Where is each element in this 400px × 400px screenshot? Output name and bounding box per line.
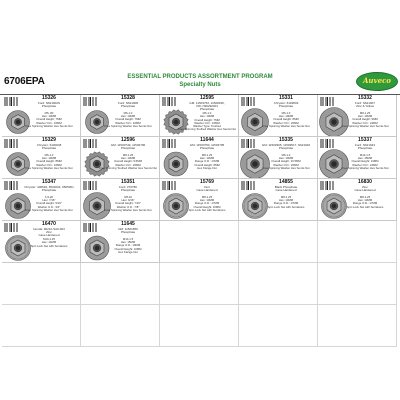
empty-cell bbox=[160, 263, 239, 305]
spec-line: Hex: 10MM bbox=[41, 156, 57, 161]
spec-line: M6-1.0 bbox=[123, 111, 133, 115]
spec-line: Free Spinning Washer Hex Semis Nut bbox=[262, 123, 310, 128]
empty-cell bbox=[318, 305, 397, 347]
part-cell bbox=[318, 179, 397, 221]
spec-line: M10-1.25 bbox=[43, 237, 55, 242]
spec-line: Washer O.D.: 20MM bbox=[273, 162, 299, 167]
part-number: 16830 bbox=[358, 179, 372, 185]
empty-cell bbox=[318, 263, 397, 305]
part-source: VW: N90292001 bbox=[196, 103, 218, 108]
spec-line: Hex: 15MM bbox=[357, 156, 373, 161]
spec-line: Free Spinning Washer Hex Semis Nut bbox=[341, 165, 389, 170]
spec-line: Hex: 15MM bbox=[120, 240, 136, 245]
empty-cell bbox=[318, 221, 397, 263]
part-source: Chrysler: 6102849 bbox=[273, 100, 299, 105]
spec-line: Spin Lock Nut with Serrations bbox=[267, 204, 305, 209]
part-number: 15347 bbox=[42, 179, 56, 185]
part-source: GM: 11503752, 11508336, bbox=[189, 100, 225, 105]
sheet-header bbox=[0, 66, 400, 94]
part-source: Case Hardened bbox=[275, 187, 297, 192]
barcode bbox=[4, 181, 18, 190]
spec-line: Hex: 13MM bbox=[199, 156, 215, 161]
barcode bbox=[320, 139, 334, 148]
spec-line: Flange O.D.: 17MM bbox=[352, 201, 378, 206]
part-source: Honda: 90212-SA0-003 bbox=[33, 226, 65, 231]
part-number: 15337 bbox=[358, 137, 372, 143]
spec-line: Hex: 14MM bbox=[41, 240, 57, 245]
spec-line: M8-1.25 bbox=[359, 195, 371, 199]
spec-line: Flange O.D.: 19MM bbox=[115, 243, 141, 248]
spec-line: 1/4-20 bbox=[45, 195, 53, 199]
spec-line: M10-1.5 bbox=[359, 153, 371, 157]
spec-line: Flange O.D.: 17MM bbox=[194, 159, 220, 164]
spec-line: Hex Flange Nut bbox=[118, 249, 138, 254]
barcode bbox=[241, 97, 255, 106]
part-source: Black Phosphate bbox=[274, 184, 298, 189]
part-number: 15326 bbox=[42, 95, 56, 101]
spec-line: Washer Type: Toothed bbox=[193, 123, 221, 128]
barcode bbox=[320, 181, 334, 190]
part-source: Ford: N621908 bbox=[117, 100, 138, 105]
empty-cell bbox=[239, 263, 318, 305]
spec-line: M10-1.5 bbox=[122, 237, 134, 241]
logo-text: Auveco bbox=[363, 76, 391, 85]
spec-line: Free Spinning Washer Hex Semis Nut bbox=[25, 207, 73, 212]
spec-line: Overall Height: 8MM bbox=[36, 159, 62, 164]
part-source: Phosphate bbox=[41, 187, 57, 192]
part-source: Case Hardened bbox=[354, 187, 376, 192]
spec-line: Overall Height: 7MM bbox=[194, 117, 220, 122]
empty-cell bbox=[81, 305, 160, 347]
spec-line: Overall Height: 9/16" bbox=[36, 201, 62, 206]
spec-line: M8-1.25 bbox=[280, 195, 292, 199]
spec-line: Washer O.D.: 16MM bbox=[36, 120, 62, 125]
part-cell bbox=[239, 95, 318, 137]
spec-line: Flange O.D.: 17MM bbox=[273, 201, 299, 206]
part-cell bbox=[160, 179, 239, 221]
spec-line: Overall Height: 10.5MM bbox=[271, 159, 301, 164]
part-cell bbox=[81, 179, 160, 221]
part-source: GM: 11503905, 11509517, N621940 bbox=[261, 142, 311, 147]
spec-line: Washer O.D.: 16MM bbox=[36, 162, 62, 167]
spec-line: Hex: 9/16" bbox=[121, 198, 135, 203]
spec-line: Washer O.D.: 24MM bbox=[352, 162, 378, 167]
part-source: Dori bbox=[204, 184, 210, 189]
spec-line: M6-1.0 bbox=[202, 111, 212, 116]
part-number: 15351 bbox=[121, 179, 135, 185]
part-number: 11644 bbox=[200, 137, 214, 143]
part-source: Phosphate bbox=[120, 229, 136, 234]
part-source: Phosphate bbox=[120, 103, 136, 108]
part-source: GM: 11500750, 11503795 bbox=[189, 142, 225, 147]
spec-line: Free Spinning Toothed Washer Hex Semis Nut bbox=[99, 165, 157, 170]
part-number: 15328 bbox=[121, 95, 135, 101]
spec-line: Free Spinning Washer Hex Semis Nut bbox=[25, 165, 73, 170]
part-number: 12596 bbox=[121, 137, 135, 143]
part-cell bbox=[239, 137, 318, 179]
part-cell bbox=[2, 95, 81, 137]
spec-line: Overall Height: 8MM bbox=[194, 162, 220, 167]
spec-line: Hex: 7/16" bbox=[42, 198, 56, 203]
part-source: Ford: N621943 bbox=[354, 142, 375, 147]
empty-cell bbox=[2, 305, 81, 347]
part-number: 15335 bbox=[279, 137, 293, 143]
spec-line: Washer O.D.: 3/4" bbox=[37, 204, 61, 209]
spec-line: Washer O.D.: 7/8" bbox=[116, 204, 140, 209]
spec-line: Overall Height: 9.5MM bbox=[114, 159, 142, 164]
empty-cell bbox=[160, 305, 239, 347]
part-source: Zinc bbox=[362, 184, 368, 189]
spec-line: Hex: 10MM bbox=[120, 114, 136, 119]
spec-line: Free Spinning Washer Hex Semis Nut bbox=[104, 207, 152, 212]
part-cell bbox=[160, 95, 239, 137]
part-source: Ford: 376780 bbox=[119, 184, 137, 189]
part-source: Case Hardened bbox=[196, 187, 218, 192]
spec-line: Free Spinning Washer Hex Semis Nut bbox=[25, 123, 73, 128]
part-cell bbox=[318, 95, 397, 137]
spec-line: Hex: 13MM bbox=[357, 114, 373, 119]
part-source: Phosphate bbox=[41, 145, 57, 150]
part-number: 16470 bbox=[42, 221, 56, 227]
spec-line: M6-1.0 bbox=[281, 153, 291, 157]
part-source: Ford: N621907 bbox=[354, 100, 375, 105]
barcode bbox=[241, 181, 255, 190]
empty-cell bbox=[2, 263, 81, 305]
spec-line: M8-1.25 bbox=[359, 111, 371, 115]
spec-line: Flange O.D.: 17MM bbox=[194, 201, 220, 206]
spec-line: Spin Lock Nut with Serrations bbox=[30, 243, 68, 248]
part-source: Chrysler: 400694, 6503204, 6505061 bbox=[24, 184, 74, 189]
barcode bbox=[83, 97, 97, 106]
empty-cell bbox=[239, 221, 318, 263]
part-cell bbox=[81, 221, 160, 263]
empty-cell bbox=[81, 263, 160, 305]
barcode bbox=[4, 223, 18, 232]
spec-line: Free Spinning Toothed Washer Hex Semis Nut bbox=[178, 127, 236, 132]
spec-line: Washer O.D.: 24MM bbox=[352, 120, 378, 125]
spec-line: Hex: 10MM bbox=[199, 114, 215, 119]
barcode bbox=[162, 97, 176, 106]
part-source: Phosphate bbox=[199, 106, 215, 111]
spec-line: Hex: 13MM bbox=[357, 198, 373, 203]
part-number: 14855 bbox=[279, 179, 293, 185]
part-source: Phosphate bbox=[120, 187, 136, 192]
spec-line: Free Spinning Washer Hex Semis Nut bbox=[262, 165, 310, 170]
part-source: Phosphate bbox=[120, 145, 136, 150]
part-source: GM: 11500749, 11503796 bbox=[110, 142, 146, 147]
spec-line: M6-1.0 bbox=[281, 111, 291, 115]
part-number: 15332 bbox=[358, 95, 372, 101]
part-cell bbox=[2, 179, 81, 221]
spec-line: Washer O.D.: 20MM bbox=[115, 162, 141, 167]
assortment-subtitle: Specialty Nuts bbox=[179, 82, 221, 88]
barcode bbox=[4, 139, 18, 148]
part-cell bbox=[81, 95, 160, 137]
part-cell bbox=[160, 137, 239, 179]
barcode bbox=[83, 223, 97, 232]
part-source: Ford: N621902S bbox=[37, 100, 60, 105]
part-number: 11645 bbox=[121, 221, 135, 227]
spec-line: Washer O.D.: 20MM bbox=[273, 120, 299, 125]
spec-line: Hex: 13MM bbox=[120, 156, 136, 161]
spec-line: M8-1.25 bbox=[201, 153, 213, 157]
spec-line: Washer O.D.: 16MM bbox=[115, 120, 141, 125]
spec-line: M6-1.0 bbox=[44, 153, 54, 157]
spec-line: Overall Height: 7MM bbox=[115, 117, 141, 122]
spec-line: Hex: 13MM bbox=[199, 198, 215, 203]
program-title: ESSENTIAL PRODUCTS ASSORTMENT PROGRAM bbox=[127, 74, 273, 80]
spec-line: Overall Height: 10MM bbox=[193, 204, 221, 209]
spec-line: Spin Lock Nut with Serrations bbox=[188, 207, 226, 212]
barcode bbox=[83, 181, 97, 190]
part-source: Zinc & Yellow bbox=[356, 103, 374, 108]
part-source: Zinc bbox=[46, 229, 52, 234]
spec-line: Hex Flange Nut bbox=[197, 165, 217, 170]
part-cell bbox=[239, 179, 318, 221]
part-number: 12595 bbox=[200, 95, 214, 101]
part-cell bbox=[2, 137, 81, 179]
barcode bbox=[162, 139, 176, 148]
part-source: Phosphate bbox=[357, 145, 373, 150]
part-source: Phosphate bbox=[199, 145, 215, 150]
part-source: Chrysler: 6100048 bbox=[36, 142, 62, 147]
spec-line: Overall Height: 7/16" bbox=[115, 201, 141, 206]
empty-cell bbox=[160, 221, 239, 263]
part-source: Phosphate bbox=[41, 103, 57, 108]
part-number: 15769 bbox=[200, 179, 214, 185]
part-source: GM: 11501650 bbox=[118, 226, 138, 231]
barcode bbox=[320, 97, 334, 106]
auveco-logo bbox=[356, 72, 398, 91]
barcode bbox=[4, 97, 18, 106]
part-number: 15329 bbox=[42, 137, 56, 143]
spec-line: Overall Height: 8MM bbox=[273, 117, 299, 122]
spec-line: Hex: 10MM bbox=[278, 114, 294, 119]
spec-line: Free Spinning Washer Hex Semis Nut bbox=[341, 123, 389, 128]
spec-line: 3/8-16 bbox=[124, 195, 132, 199]
spec-line: Hex: 13MM bbox=[278, 198, 294, 203]
spec-line: M5-.80 bbox=[44, 111, 54, 115]
spec-line: Hex: 10MM bbox=[278, 156, 294, 161]
barcode bbox=[83, 139, 97, 148]
spec-line: Overall Height: 9MM bbox=[352, 117, 378, 122]
spec-line: Overall Height: 13MM bbox=[351, 159, 379, 164]
assortment-sku: 6706EPA bbox=[4, 76, 45, 87]
spec-line: Free Spinning Washer Hex Semis Nut bbox=[104, 123, 152, 128]
spec-line: Hex: 10MM bbox=[41, 114, 57, 119]
spec-line: Spin Lock Nut with Serrations bbox=[346, 204, 384, 209]
spec-line: Overall Height: 10MM bbox=[114, 246, 142, 251]
part-source: Phosphate bbox=[278, 103, 294, 108]
spec-line: M8-1.25 bbox=[122, 153, 134, 157]
part-source: Phosphate bbox=[278, 145, 294, 150]
barcode bbox=[162, 181, 176, 190]
spec-line: Washer O.D.: 16MM bbox=[194, 120, 220, 125]
part-cell bbox=[2, 221, 81, 263]
part-cell bbox=[81, 137, 160, 179]
barcode bbox=[241, 139, 255, 148]
part-cell bbox=[318, 137, 397, 179]
spec-line: Overall Height: 7MM bbox=[36, 117, 62, 122]
empty-cell bbox=[239, 305, 318, 347]
spec-line: M8-1.25 bbox=[201, 195, 213, 199]
part-number: 15331 bbox=[279, 95, 293, 101]
part-source: Case Hardened bbox=[38, 232, 60, 237]
